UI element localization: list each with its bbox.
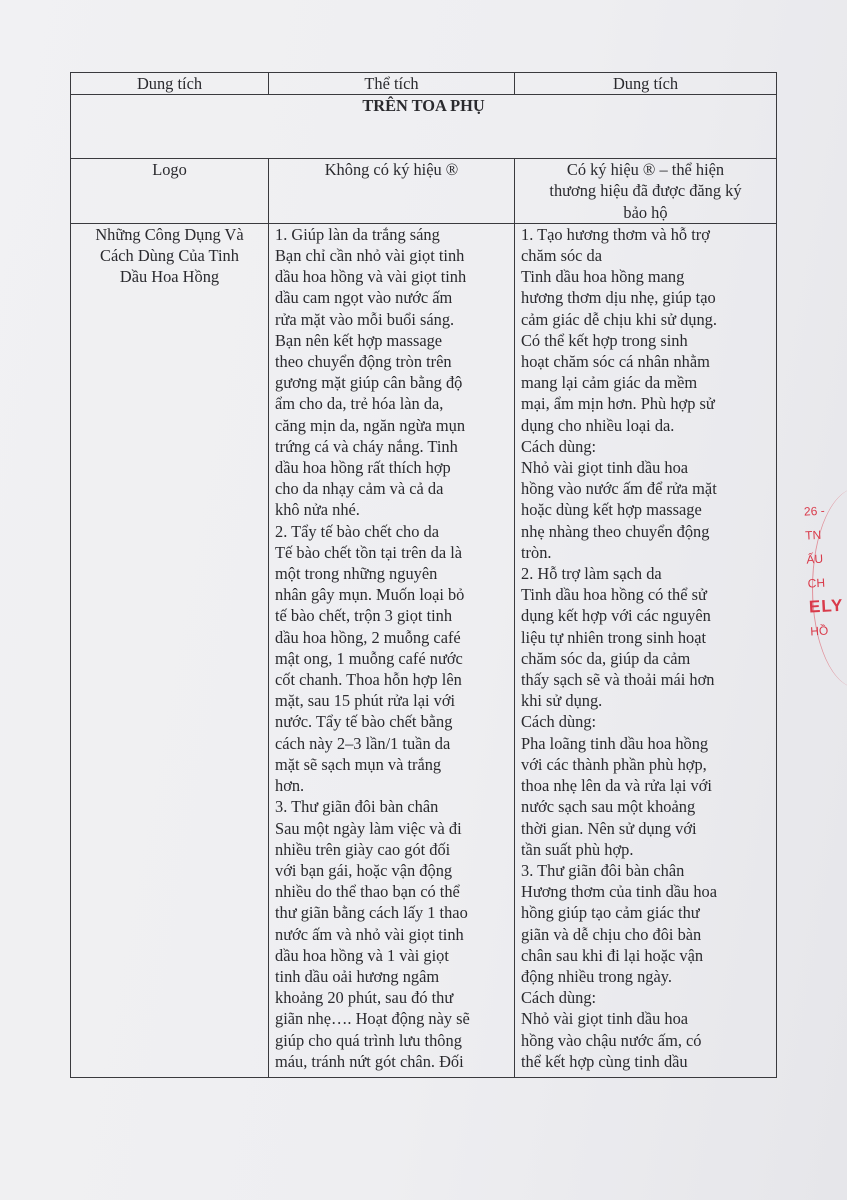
usage-col3-line: Nhỏ vài giọt tinh dầu hoa (521, 458, 689, 478)
usage-col2-line: mật ong, 1 muỗng café nước (275, 648, 463, 668)
usage-col3-line: dụng cho nhiều loại da. (521, 415, 675, 435)
usage-col3-line: với các thành phần phù hợp, (521, 754, 707, 774)
header-cell-col3: Dung tích (515, 73, 777, 95)
usage-col3-line: hồng giúp tạo cảm giác thư (521, 903, 700, 923)
usage-col2-line: 3. Thư giãn đôi bàn chân (275, 797, 439, 817)
usage-col2-line: cho da nhạy cảm và cả da (275, 479, 444, 499)
usage-col2-line: 1. Giúp làn da trắng sáng (275, 224, 440, 244)
usage-col3-line: tròn. (521, 542, 552, 562)
stamp-text: ELY (808, 595, 844, 617)
usage-col3-line: mang lại cảm giác da mềm (521, 373, 698, 393)
usage-col2-text (275, 224, 508, 1077)
section-title: TRÊN TOA PHỤ (71, 95, 777, 159)
usage-col3-text (521, 224, 770, 1077)
usage-col3-line: hồng vào nước ấm để rửa mặt (521, 479, 717, 499)
usage-col3-line: 1. Tạo hương thơm và hỗ trợ (521, 224, 710, 244)
logo-col3-line: bảo hộ (623, 202, 668, 222)
usage-col3-line: thấy sạch sẽ và thoải mái hơn (521, 670, 715, 690)
usage-col2-line: dầu hoa hồng và vài giọt tinh (275, 267, 467, 287)
section-title-row (71, 95, 777, 159)
usage-col2-line: nước ấm và nhỏ vài giọt tinh (275, 924, 464, 944)
usage-col3-line: hoặc dùng kết hợp massage (521, 500, 702, 520)
usage-col3-line: tần suất phù hợp. (521, 839, 634, 859)
stamp-text: HỒ (809, 623, 829, 639)
usage-col2-line: gương mặt giúp cân bằng độ (275, 373, 463, 393)
stamp-text: CH (807, 575, 826, 591)
logo-row (71, 159, 777, 224)
usage-col3-line: Pha loãng tinh dầu hoa hồng (521, 733, 709, 753)
usage-col3-line: nhẹ nhàng theo chuyển động (521, 521, 710, 541)
usage-col2-line: mặt, sau 15 phút rửa lại với (275, 691, 456, 711)
usage-row (71, 223, 777, 1077)
usage-col2-line: theo chuyển động tròn trên (275, 352, 452, 372)
usage-col3-line: mại, ẩm mịn hơn. Phù hợp sử (521, 394, 715, 414)
usage-label-line: Dầu Hoa Hồng (119, 267, 220, 287)
usage-col2-line: rửa mặt vào mỗi buổi sáng. (275, 309, 455, 329)
logo-col3-line: Có ký hiệu ® – thể hiện (566, 160, 725, 180)
usage-col2-line: dầu cam ngọt vào nước ấm (275, 288, 453, 308)
usage-row-col2 (269, 223, 515, 1077)
usage-col3-line: Cách dùng: (521, 436, 597, 456)
logo-col3-line: thương hiệu đã được đăng ký (549, 181, 742, 201)
usage-col2-line: Sau một ngày làm việc và đi (275, 818, 462, 838)
usage-col2-line: nước. Tẩy tế bào chết bằng (275, 712, 453, 732)
stamp-text: TN (804, 527, 822, 543)
usage-col3-line: Tinh dầu hoa hồng mang (521, 267, 685, 287)
usage-col2-line: khô nửa nhé. (275, 500, 360, 520)
usage-row-label (71, 223, 269, 1077)
usage-col2-line: cách này 2–3 lần/1 tuần da (275, 733, 451, 753)
logo-row-col3 (515, 159, 777, 224)
usage-col3-line: liệu tự nhiên trong sinh hoạt (521, 627, 707, 647)
logo-row-col2: Không có ký hiệu ® (269, 159, 515, 224)
usage-col2-line: ẩm cho da, trẻ hóa làn da, (275, 394, 444, 414)
usage-col2-line: hơn. (275, 776, 305, 796)
usage-col2-line: căng mịn da, ngăn ngừa mụn (275, 415, 466, 435)
usage-col2-line: tinh dầu oải hương ngâm (275, 966, 440, 986)
usage-col3-line: thể kết hợp cùng tinh dầu (521, 1051, 688, 1071)
usage-col3-line: Nhỏ vài giọt tinh dầu hoa (521, 1009, 689, 1029)
stamp-text: 26 - (803, 503, 825, 519)
usage-col2-line: giãn nhẹ…. Hoạt động này sẽ (275, 1009, 470, 1029)
usage-row-col3 (515, 223, 777, 1077)
usage-col2-line: mặt sẽ sạch mụn và trắng (275, 754, 442, 774)
product-label-table (70, 72, 777, 1078)
usage-col2-line: thư giãn bằng cách lấy 1 thao (275, 903, 468, 923)
usage-col2-line: Tế bào chết tồn tại trên da là (275, 542, 463, 562)
usage-col2-line: khoảng 20 phút, sau đó thư (275, 988, 454, 1008)
usage-col3-line: Có thể kết hợp trong sinh (521, 330, 688, 350)
usage-col3-line: hương thơm dịu nhẹ, giúp tạo (521, 288, 716, 308)
usage-col3-line: 2. Hỗ trợ làm sạch da (521, 564, 662, 584)
table-header-row (71, 73, 777, 95)
usage-col2-line: giúp cho quá trình lưu thông (275, 1030, 462, 1050)
usage-col3-line: giãn và dễ chịu cho đôi bàn (521, 924, 702, 944)
usage-label-line: Cách Dùng Của Tinh (100, 246, 239, 266)
usage-col2-line: máu, tránh nứt gót chân. Đối (275, 1051, 464, 1071)
usage-col2-line: với bạn gái, hoặc vận động (275, 860, 453, 880)
usage-col2-line: dầu hoa hồng và 1 vài giọt (275, 945, 449, 965)
usage-col3-line: thời gian. Nên sử dụng với (521, 818, 697, 838)
usage-col2-line: nhiều do thể thao bạn có thể (275, 882, 460, 902)
usage-col2-line: dầu hoa hồng rất thích hợp (275, 458, 451, 478)
usage-col3-line: dụng kết hợp với các nguyên (521, 606, 711, 626)
usage-col2-line: cốt chanh. Thoa hỗn hợp lên (275, 670, 462, 690)
usage-col2-line: Bạn chỉ cần nhỏ vài giọt tinh (275, 246, 465, 266)
usage-col3-line: 3. Thư giãn đôi bàn chân (521, 860, 685, 880)
usage-col2-line: nhân gây mụn. Muốn loại bỏ (275, 585, 465, 605)
usage-col3-line: cảm giác dễ chịu khi sử dụng. (521, 309, 717, 329)
usage-col3-line: Cách dùng: (521, 712, 597, 732)
usage-col2-line: Bạn nên kết hợp massage (275, 330, 443, 350)
usage-col3-line: Cách dùng: (521, 988, 597, 1008)
usage-col3-line: Tinh dầu hoa hồng có thể sử (521, 585, 707, 605)
usage-col3-line: hồng vào chậu nước ấm, có (521, 1030, 702, 1050)
usage-col3-line: chăm sóc da, giúp da cảm (521, 648, 691, 668)
usage-col2-line: 2. Tẩy tế bào chết cho da (275, 521, 439, 541)
usage-label-line: Những Công Dụng Và (95, 224, 244, 244)
usage-col3-line: thoa nhẹ lên da và rửa lại với (521, 776, 712, 796)
header-cell-col2: Thể tích (269, 73, 515, 95)
usage-col3-line: nước sạch sau một khoảng (521, 797, 696, 817)
usage-col3-line: động nhiều trong ngày. (521, 966, 672, 986)
usage-col3-line: hoạt chăm sóc cá nhân nhằm (521, 352, 710, 372)
usage-col3-line: Hương thơm của tinh dầu hoa (521, 882, 718, 902)
usage-col3-line: chăm sóc da (521, 246, 603, 266)
usage-col3-line: khi sử dụng. (521, 691, 603, 711)
usage-col3-line: chân sau khi đi lại hoặc vận (521, 945, 704, 965)
usage-col2-line: dầu hoa hồng, 2 muỗng café (275, 627, 461, 647)
stamp-text: ẤU (806, 551, 824, 567)
header-cell-col1: Dung tích (71, 73, 269, 95)
usage-col2-line: một trong những nguyên (275, 564, 438, 584)
logo-row-label: Logo (71, 159, 269, 224)
usage-col2-line: nhiều trên giày cao gót đối (275, 839, 451, 859)
usage-col2-line: trứng cá và cháy nắng. Tinh (275, 436, 458, 456)
usage-col2-line: tế bào chết, trộn 3 giọt tinh (275, 606, 453, 626)
